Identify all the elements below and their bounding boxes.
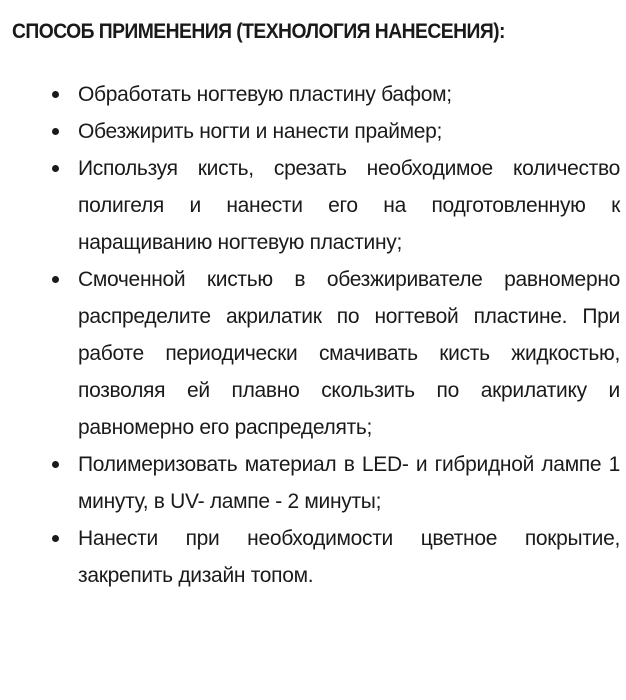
bullet-icon <box>52 535 59 542</box>
step-text: Нанести при необходимости цветное покрытие, закрепить дизайн топом. <box>78 527 620 587</box>
list-item <box>78 113 620 150</box>
step-text: Используя кисть, срезать необходимое количество полигеля и нанести его на подготовленную к наращиванию ногтевую пластину; <box>78 157 620 254</box>
step-text: Обработать ногтевую пластину бафом; <box>78 83 452 106</box>
section-heading: СПОСОБ ПРИМЕНЕНИЯ (ТЕХНОЛОГИЯ НАНЕСЕНИЯ): <box>12 20 505 43</box>
list-item <box>78 446 620 520</box>
list-item <box>78 76 620 113</box>
steps-list <box>78 76 620 594</box>
bullet-icon <box>52 165 59 172</box>
step-text: Обезжирить ногти и нанести праймер; <box>78 120 443 143</box>
bullet-icon <box>52 91 59 98</box>
bullet-icon <box>52 276 59 283</box>
bullet-icon <box>52 128 59 135</box>
step-text: Полимеризовать материал в LED- и гибридной лампе 1 минуту, в UV- лампе - 2 минуты; <box>78 453 620 513</box>
list-item <box>78 520 620 594</box>
list-item <box>78 150 620 261</box>
step-text: Смоченной кистью в обезжиривателе равномерно распределите акрилатик по ногтевой пластине. При работе периодически смачивать кисть жидкостью, позволяя ей плавно скользить по акрилатику и равномерно его распределять; <box>78 268 620 439</box>
bullet-icon <box>52 461 59 468</box>
list-item <box>78 261 620 446</box>
